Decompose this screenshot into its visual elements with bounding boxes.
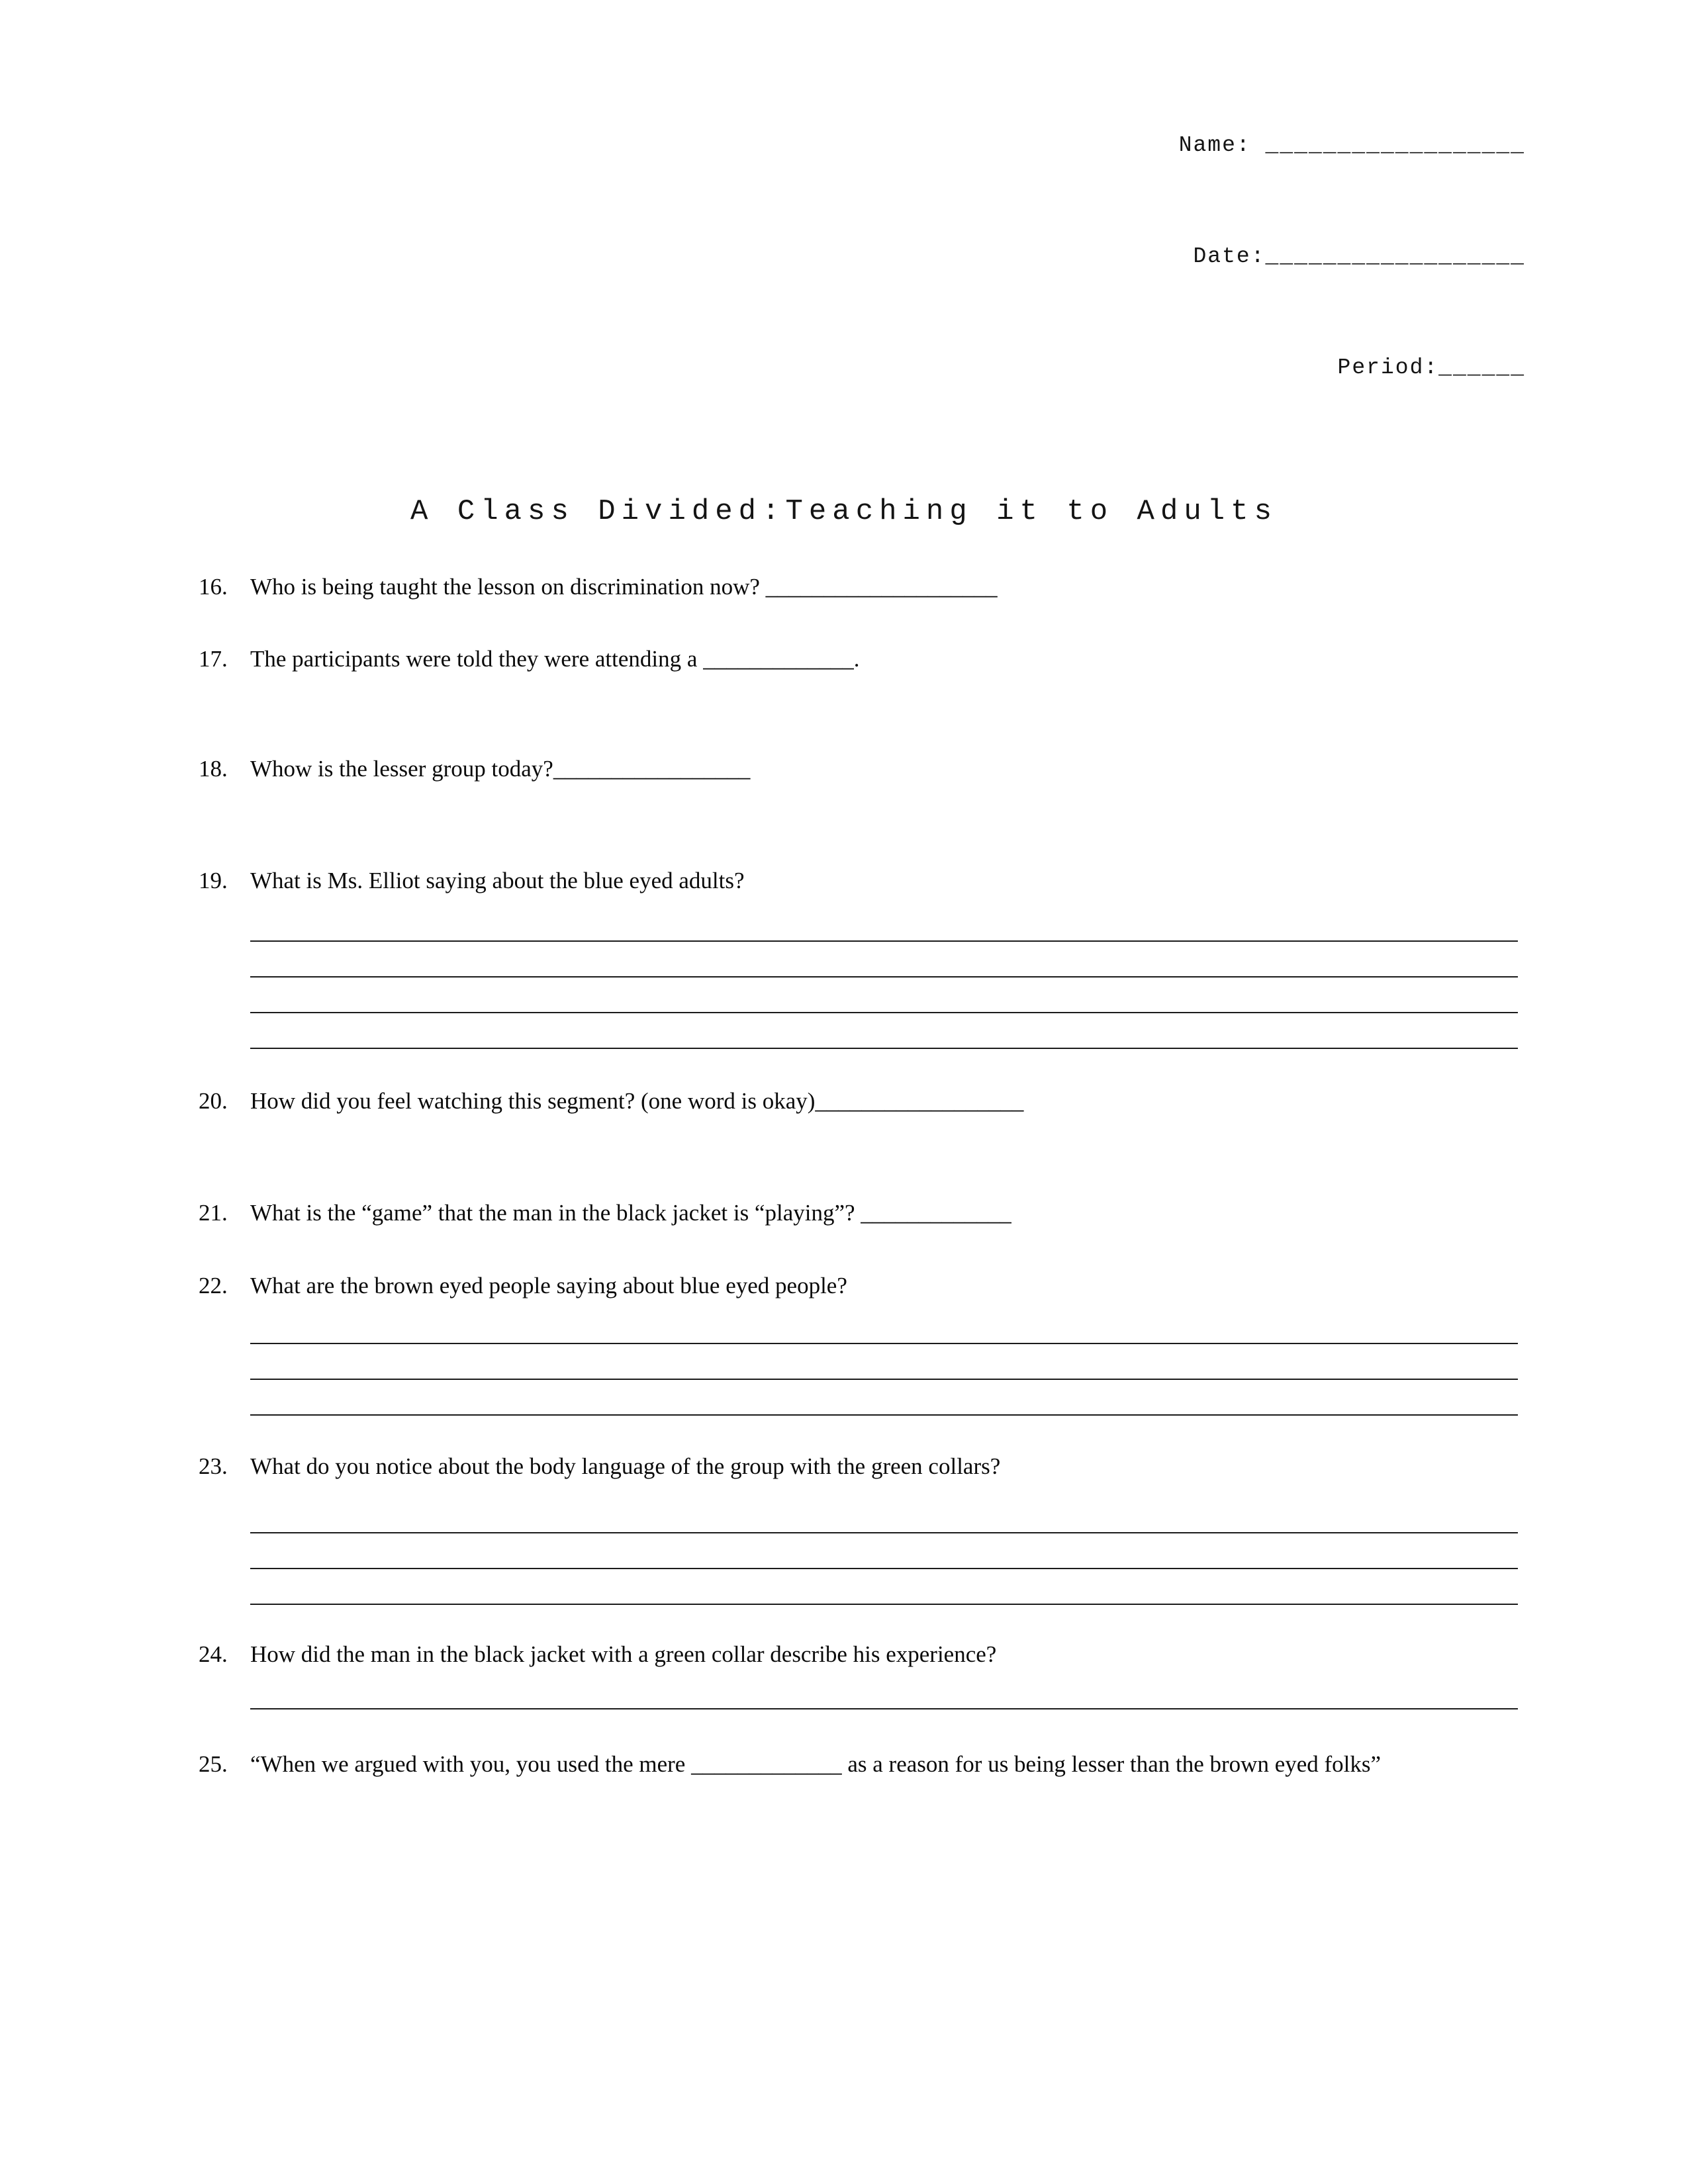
question-text-after: as a reason for us being lesser than the brown eyed folks” [841,1751,1382,1777]
name-label: Name: [1178,133,1266,158]
answer-line[interactable] [250,1498,1518,1533]
period-label: Period: [1337,355,1439,380]
question-22 [0,1271,1688,1300]
question-text-body: “When we argued with you, you used the mere [250,1751,692,1777]
question-17 [0,644,1688,674]
question-text-body: What is the “game” that the man in the black jacket is “playing”? [250,1200,861,1226]
date-label: Date: [1193,244,1266,269]
answer-line[interactable] [250,1308,1518,1344]
answer-line[interactable] [250,1533,1518,1569]
inline-answer-blank[interactable]: _____________ [861,1200,1011,1226]
question-number: 21. [199,1200,228,1226]
inline-answer-blank[interactable]: ____________________ [765,574,998,600]
question-text [250,1198,1011,1228]
question-23 [0,1451,1688,1481]
inline-answer-blank[interactable]: __________________ [815,1088,1024,1114]
answer-line[interactable] [250,906,1518,942]
period-line [0,349,1525,387]
question-number: 25. [199,1751,228,1777]
question-number: 18. [199,756,228,782]
question-16 [0,572,1688,602]
date-blank-field[interactable]: __________________ [1265,244,1525,269]
question-text-body: How did you feel watching this segment? (one word is okay) [250,1088,816,1114]
question-number: 19. [199,868,228,893]
inline-answer-blank[interactable]: _________________ [553,756,751,782]
question-21 [0,1198,1688,1228]
name-blank-field[interactable]: __________________ [1265,133,1525,158]
question-text [250,866,745,895]
date-line [0,238,1525,275]
period-blank-field[interactable]: ______ [1438,355,1525,380]
question-text [250,1086,1023,1116]
question-18 [0,754,1688,784]
answer-line[interactable] [250,1569,1518,1605]
name-line [0,127,1525,164]
question-number: 17. [199,646,228,672]
question-number: 20. [199,1088,228,1114]
question-19 [0,866,1688,895]
answer-line[interactable] [250,1013,1518,1049]
question-text-body: What is Ms. Elliot saying about the blue eyed adults? [250,868,745,893]
question-text [250,1451,1000,1481]
answer-line[interactable] [250,1380,1518,1416]
question-20 [0,1086,1688,1116]
question-number: 24. [199,1641,228,1667]
question-text [250,1271,847,1300]
question-text [250,644,859,674]
question-text-body: Whow is the lesser group today? [250,756,553,782]
answer-line[interactable] [250,942,1518,978]
student-info-block [0,0,1688,461]
question-text [250,572,998,602]
question-text-body: Who is being taught the lesson on discrimination now? [250,574,766,600]
question-text-body: What do you notice about the body language of the group with the green collars? [250,1453,1001,1479]
answer-line[interactable] [250,1344,1518,1380]
question-24 [0,1639,1688,1669]
question-number: 23. [199,1453,228,1479]
question-text-body: The participants were told they were attending a [250,646,704,672]
question-text-body: What are the brown eyed people saying about blue eyed people? [250,1273,847,1298]
question-text-body: How did the man in the black jacket with a green collar describe his experience? [250,1641,997,1667]
answer-line[interactable] [250,978,1518,1013]
question-text [250,1639,996,1669]
question-24-answer-area [250,1674,1518,1709]
inline-answer-blank[interactable]: _____________ [691,1751,842,1777]
question-23-answer-area [250,1498,1518,1605]
question-list [0,572,1688,1779]
page-title: A Class Divided:Teaching it to Adults [410,495,1278,528]
question-text [250,754,750,784]
question-19-answer-area [250,906,1518,1049]
question-25 [0,1749,1688,1779]
answer-line[interactable] [250,1674,1518,1709]
question-text-after: . [853,646,860,672]
question-22-answer-area [250,1308,1518,1416]
question-text [250,1749,1381,1779]
question-number: 16. [199,574,228,600]
inline-answer-blank[interactable]: _____________ [703,646,854,672]
question-number: 22. [199,1273,228,1298]
